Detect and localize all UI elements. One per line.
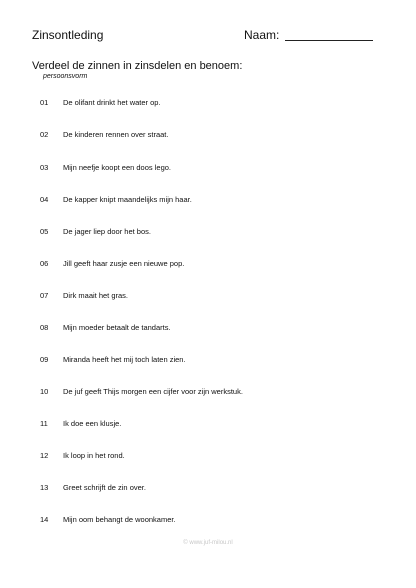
exercise-number: 07: [40, 291, 49, 300]
instruction-subtitle: persoonsvorm: [43, 73, 88, 80]
exercise-row: [0, 226, 416, 238]
exercise-number: 02: [40, 130, 49, 139]
exercise-row: [0, 194, 416, 206]
exercise-number: 09: [40, 355, 49, 364]
instruction-text: Verdeel de zinnen in zinsdelen en benoem:: [32, 60, 243, 72]
exercise-number: 08: [40, 323, 49, 332]
exercise-sentence: De kinderen rennen over straat.: [63, 130, 169, 139]
exercise-sentence: Miranda heeft het mij toch laten zien.: [63, 355, 186, 364]
exercise-sentence: Ik loop in het rond.: [63, 451, 125, 460]
name-label: Naam:: [244, 28, 280, 42]
exercise-row: [0, 290, 416, 302]
exercise-row: [0, 97, 416, 109]
exercise-number: 11: [40, 419, 48, 428]
exercise-number: 10: [40, 387, 49, 396]
exercise-row: [0, 129, 416, 141]
exercise-sentence: Jill geeft haar zusje een nieuwe pop.: [63, 259, 185, 268]
exercise-number: 14: [40, 515, 49, 524]
exercise-sentence: Mijn neefje koopt een doos lego.: [63, 163, 171, 172]
exercise-row: [0, 386, 416, 398]
exercise-sentence: Mijn oom behangt de woonkamer.: [63, 515, 176, 524]
exercise-row: [0, 514, 416, 526]
exercise-number: 13: [40, 483, 49, 492]
exercise-sentence: De jager liep door het bos.: [63, 227, 151, 236]
exercise-row: [0, 418, 416, 430]
exercise-row: [0, 354, 416, 366]
exercise-sentence: Ik doe een klusje.: [63, 419, 122, 428]
page-title: Zinsontleding: [32, 28, 104, 42]
exercise-sentence: Greet schrijft de zin over.: [63, 483, 146, 492]
exercise-row: [0, 162, 416, 174]
exercise-sentence: Dirk maait het gras.: [63, 291, 129, 300]
exercise-sentence: De olifant drinkt het water op.: [63, 98, 161, 107]
exercise-number: 01: [40, 98, 49, 107]
exercise-number: 05: [40, 227, 49, 236]
name-field-line: [285, 40, 373, 41]
exercise-number: 03: [40, 163, 49, 172]
exercise-sentence: De juf geeft Thijs morgen een cijfer voor zijn werkstuk.: [63, 387, 243, 396]
exercise-row: [0, 450, 416, 462]
footer-watermark: © www.juf-milou.nl: [183, 540, 233, 546]
exercise-row: [0, 322, 416, 334]
exercise-row: [0, 482, 416, 494]
exercise-sentence: De kapper knipt maandelijks mijn haar.: [63, 195, 192, 204]
exercise-number: 04: [40, 195, 49, 204]
exercise-sentence: Mijn moeder betaalt de tandarts.: [63, 323, 171, 332]
exercise-row: [0, 258, 416, 270]
exercise-number: 06: [40, 259, 49, 268]
exercise-number: 12: [40, 451, 49, 460]
